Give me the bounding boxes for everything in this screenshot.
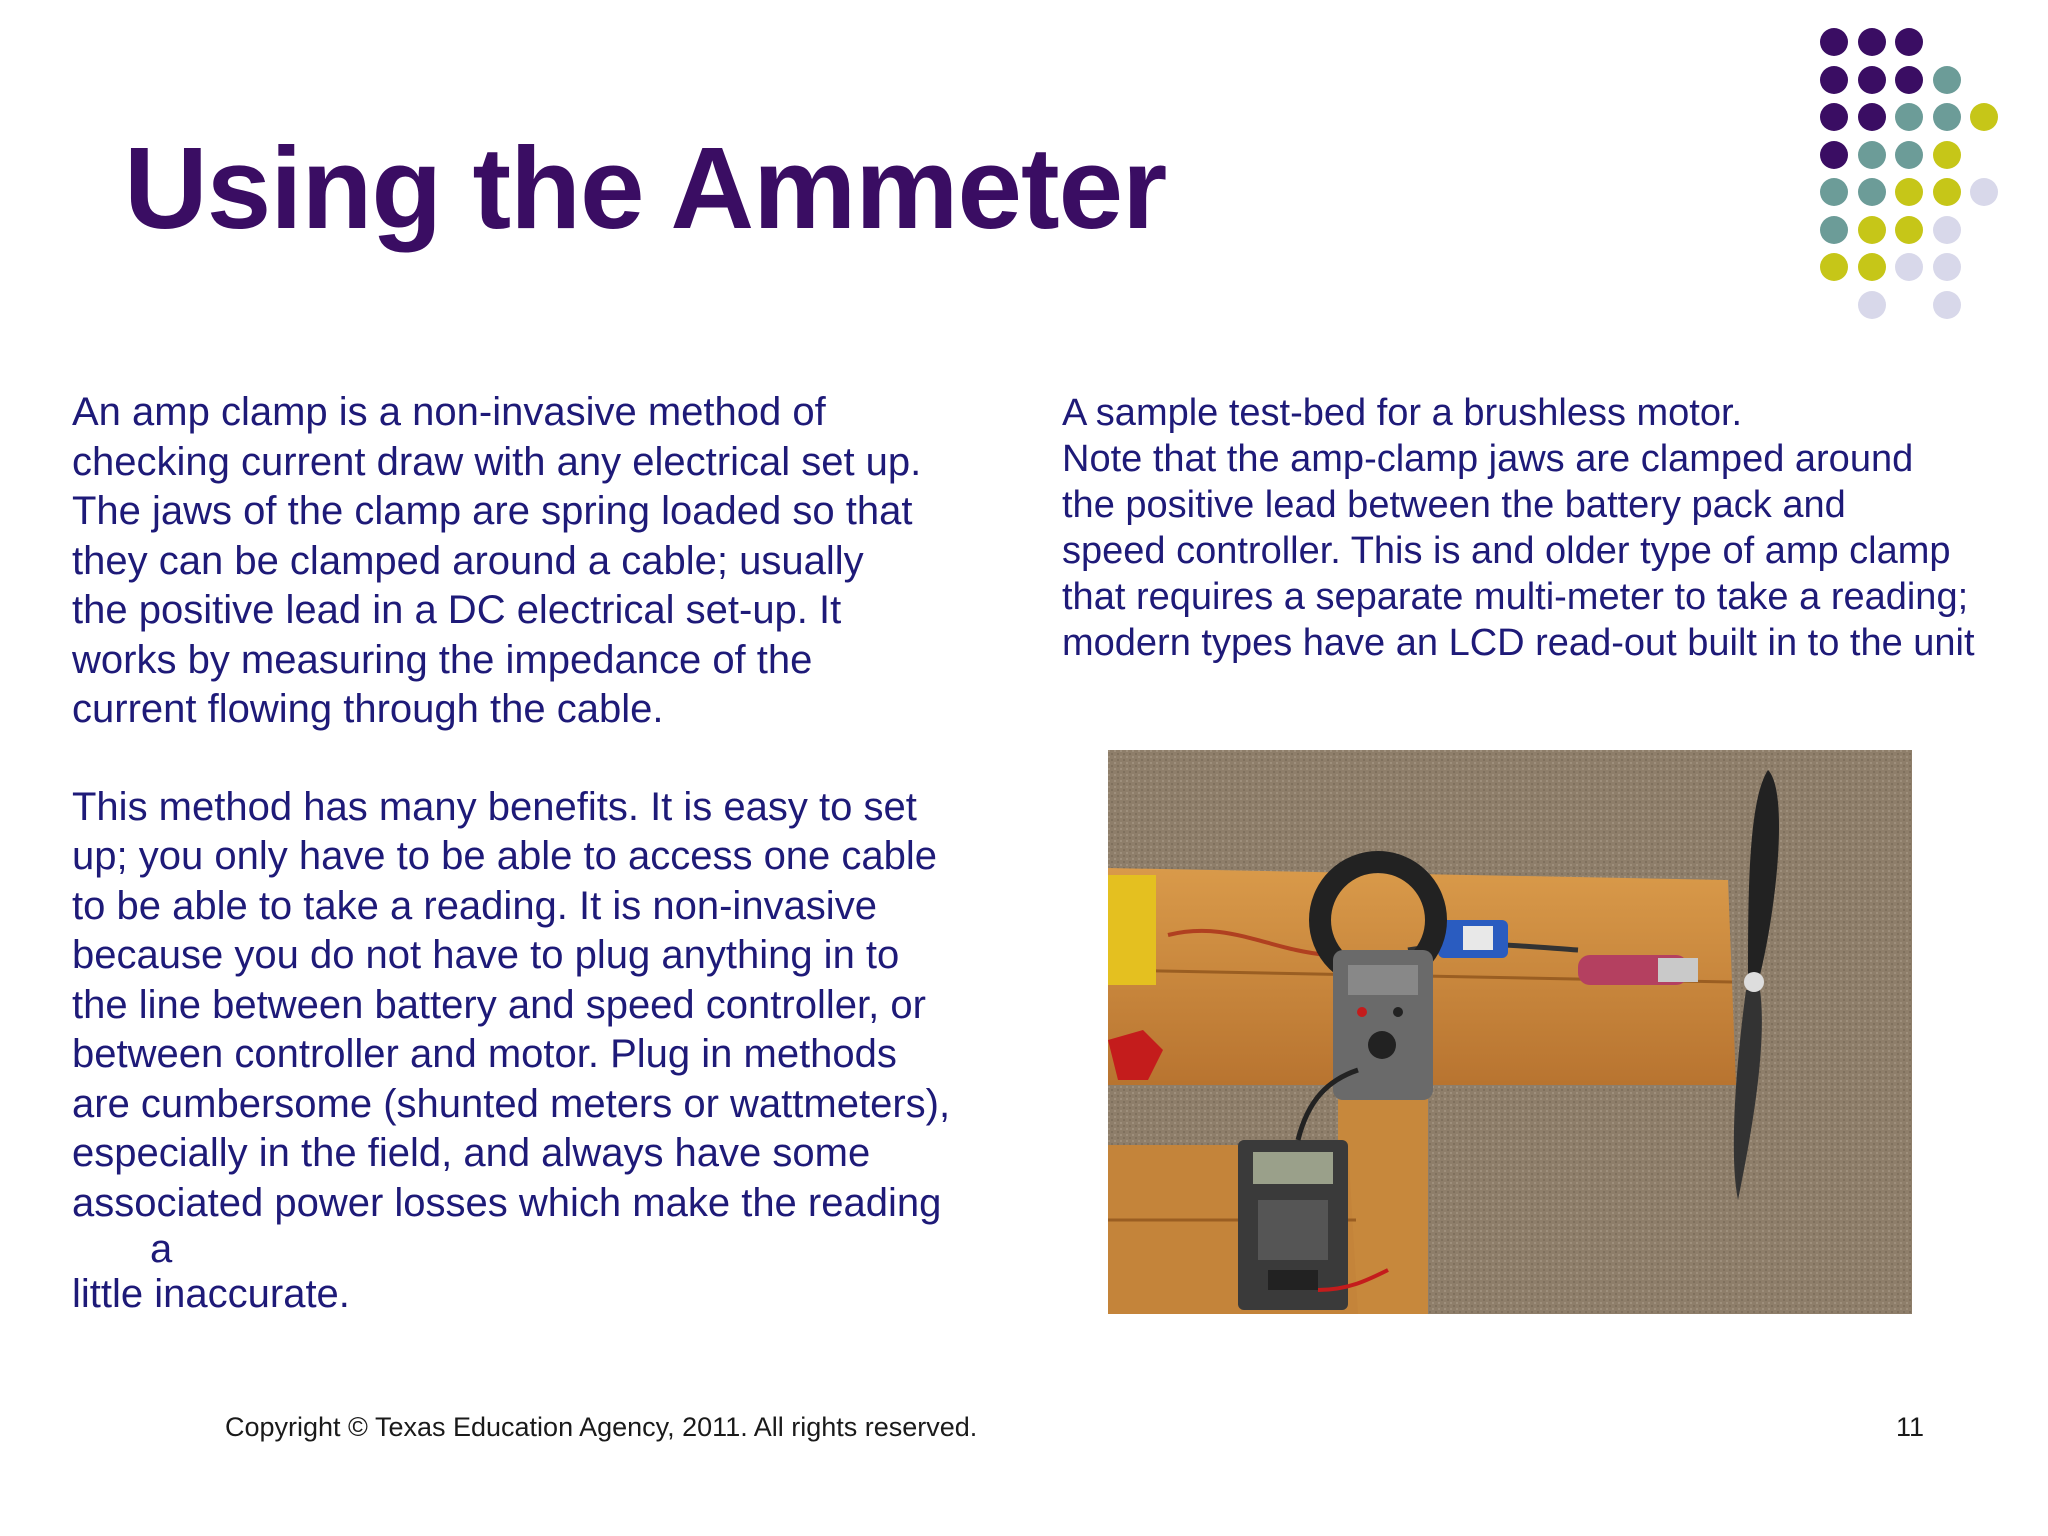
- decorative-dot: [1895, 216, 1923, 244]
- decorative-dot: [1820, 141, 1848, 169]
- text-line: the positive lead in a DC electrical set-up. It: [72, 588, 842, 632]
- caption-line: the positive lead between the battery pack and: [1062, 484, 1846, 526]
- decorative-dot: [1858, 66, 1886, 94]
- decorative-dot: [1933, 216, 1961, 244]
- decorative-dot: [1858, 291, 1886, 319]
- decorative-dot: [1933, 253, 1961, 281]
- left-column-text: [72, 388, 1032, 1320]
- text-line: The jaws of the clamp are spring loaded so that: [72, 489, 913, 533]
- right-column-caption: [1062, 390, 2042, 666]
- decorative-dot: [1820, 178, 1848, 206]
- decorative-dot: [1820, 103, 1848, 131]
- page-number: 11: [1896, 1412, 1925, 1442]
- decorative-dot: [1820, 28, 1848, 56]
- text-line: up; you only have to be able to access one cable: [72, 834, 938, 878]
- decorative-dot: [1895, 66, 1923, 94]
- paragraph-2: [72, 783, 1032, 1320]
- decorative-dot: [1933, 291, 1961, 319]
- text-line: especially in the field, and always have some: [72, 1131, 871, 1175]
- text-line: This method has many benefits. It is easy to set: [72, 784, 917, 829]
- decorative-dot: [1933, 66, 1961, 94]
- decorative-dot: [1895, 141, 1923, 169]
- text-line: An amp clamp is a non-invasive method of: [72, 390, 826, 434]
- decorative-dot: [1895, 178, 1923, 206]
- caption-line: modern types have an LCD read-out built in to the unit: [1062, 622, 1975, 664]
- text-line: because you do not have to plug anything in to: [72, 933, 900, 977]
- decorative-dot: [1858, 28, 1886, 56]
- caption-line: that requires a separate multi-meter to take a reading;: [1062, 576, 1969, 618]
- text-line: they can be clamped around a cable; usually: [72, 538, 864, 583]
- text-line: current flowing through the cable.: [72, 687, 664, 731]
- text-line: works by measuring the impedance of the: [72, 637, 813, 682]
- decorative-dot: [1933, 141, 1961, 169]
- decorative-dot: [1895, 28, 1923, 56]
- caption-line: speed controller. This is and older type of amp clamp: [1062, 530, 1951, 572]
- decorative-dot: [1970, 178, 1998, 206]
- text-line: little inaccurate.: [72, 1272, 350, 1316]
- decorative-dot: [1858, 178, 1886, 206]
- decorative-dot: [1820, 66, 1848, 94]
- text-line: between controller and motor. Plug in methods: [72, 1032, 897, 1076]
- decorative-dot: [1933, 178, 1961, 206]
- decorative-dot: [1933, 103, 1961, 131]
- text-line: checking current draw with any electrical set up.: [72, 439, 922, 484]
- decorative-dot: [1858, 141, 1886, 169]
- text-line: are cumbersome (shunted meters or wattmeters),: [72, 1081, 951, 1126]
- caption-line: A sample test-bed for a brushless motor.: [1062, 392, 1743, 434]
- text-line: associated power losses which make the reading: [72, 1180, 942, 1225]
- text-line: the line between battery and speed controller, or: [72, 982, 926, 1027]
- decorative-dot-grid: [1820, 28, 2030, 328]
- decorative-dot: [1895, 253, 1923, 281]
- decorative-dot: [1970, 103, 1998, 131]
- decorative-dot: [1820, 253, 1848, 281]
- decorative-dot: [1858, 216, 1886, 244]
- paragraph-1: [72, 388, 1032, 735]
- copyright-footer: Copyright © Texas Education Agency, 2011. All rights reserved.: [225, 1412, 978, 1442]
- decorative-dot: [1820, 216, 1848, 244]
- decorative-dot: [1858, 103, 1886, 131]
- motor-test-bed-photo: [1108, 750, 1912, 1314]
- text-line: a: [150, 1227, 173, 1271]
- slide-title: Using the Ammeter: [124, 123, 1167, 253]
- text-line: to be able to take a reading. It is non-invasive: [72, 883, 877, 928]
- caption-line: Note that the amp-clamp jaws are clamped around: [1062, 438, 1914, 480]
- decorative-dot: [1895, 103, 1923, 131]
- decorative-dot: [1858, 253, 1886, 281]
